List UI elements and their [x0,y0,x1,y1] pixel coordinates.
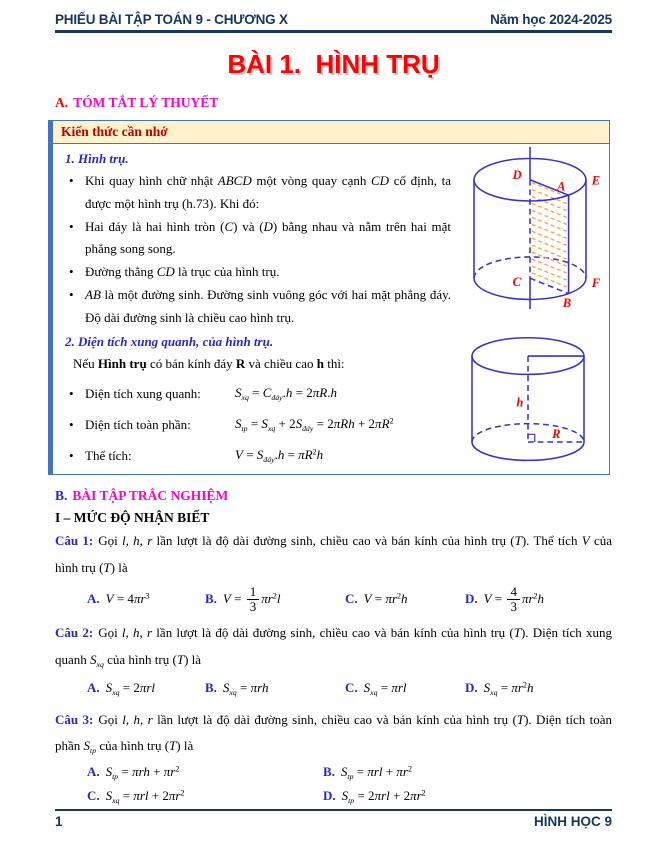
fig2-label-h: h [516,395,524,410]
theory-bullet: • AB là một đường sinh. Đường sinh vuông góc với hai mặt phẳng đáy. Độ dài đường sinh là chiều cao hình trụ. [69,284,451,330]
section-b-title: BÀI TẬP TRẮC NGHIỆM [72,488,229,503]
section-a-label: A. [55,95,69,110]
theory-bullet: • Đường thẳng CD là trục của hình trụ. [69,261,451,284]
theory-part1-heading: 1. Hình trụ. [65,151,129,166]
question-2-option-d: D. $S_{xq} = \pi r^2h$ [465,680,534,698]
question-3-label: Câu 3: [55,711,94,727]
bullet-dot-icon: • [69,173,74,188]
formula-volume: $V = S_{đáy}.h = \pi R^2h$ [235,447,324,465]
question-1-options [87,582,612,616]
cylinder-figure-h73 [454,145,606,311]
footer-page-number: 1 [55,814,63,829]
theory-part2-intro: Nếu Hình trụ có bán kính đáy R và chiều cao h thì: [73,356,345,372]
section-a-heading [55,95,612,111]
bullet-dot-icon: • [69,218,74,234]
fig1-label-f: F [591,275,601,290]
fig1-label-a: A [557,179,566,194]
footer-right-text: HÌNH HỌC 9 [533,814,612,829]
question-1-option-b: B. V = $\frac{1}{3}$ $\pi r^2l$ [205,584,281,614]
page-header [55,0,612,33]
question-1-text: Câu 1: Gọi l, h, r lần lượt là độ dài đường sinh, chiều cao và bán kính của hình trụ (T). Thể tích V của hình trụ (T) là [55,533,613,575]
question-3-option-d: D. $S_{tp} = 2\pi rl + 2\pi r^2$ [323,787,426,806]
question-3-options [87,764,612,805]
section-a-title: TÓM TẮT LÝ THUYẾT [73,95,219,110]
theory-box [48,120,610,475]
question-2-text: Câu 2: Gọi l, h, r lần lượt là độ dài đường sinh, chiều cao và bán kính của hình trụ (T). Diện tích xung quanh $S_{xq}$ của hình trụ (T) là [55,625,613,670]
formula-label: Diện tích xung quanh: [85,385,201,401]
theory-bullet: • Khi quay hình chữ nhật ABCD một vòng quay cạnh CD cố định, ta được một hình trụ (h.73). Khi đó: [69,170,451,216]
question-3-option-b: B. $S_{tp} = \pi rl + \pi r^2$ [323,763,412,781]
theory-part1-bullets [69,170,451,329]
theory-bullet: • Hai đáy là hai hình tròn (C) và (D) bằng nhau và nằm trên hai mặt phẳng song song. [69,216,451,262]
question-1-option-c: C. $V = \pi r^2h$ [345,591,408,607]
header-right-text: Năm học 2024-2025 [490,12,612,27]
theory-box-header: Kiến thức cần nhớ [53,121,609,144]
question-1-label: Câu 1: [55,533,94,548]
formula-row-sxq [69,379,451,409]
fig1-label-e: E [591,173,601,188]
bullet-dot-icon: • [69,416,74,432]
cylinder-figure-rh [453,330,603,470]
header-left-text: PHIẾU BÀI TẬP TOÁN 9 - CHƯƠNG X [55,12,288,27]
theory-box-body [53,144,609,474]
formula-row-volume [69,441,451,471]
bullet-dot-icon: • [69,264,74,279]
question-3-option-c: C. $S_{xq} = \pi rl + 2\pi r^2$ [87,787,185,806]
bullet-dot-icon: • [69,286,74,302]
bullet-dot-icon: • [69,447,74,463]
question-3 [55,707,612,806]
question-1 [55,528,612,616]
formula-sxq: $S_{xq} = C_{đáy}.h = 2\pi R.h$ [235,385,337,403]
question-1-option-d: D. V = $\frac{4}{3}$ $\pi r^2h$ [465,584,545,614]
question-2-options [87,675,612,703]
formula-label: Thể tích: [85,447,132,463]
question-3-text: Câu 3: Gọi l, h, r lần lượt là độ dài đường sinh, chiều cao và bán kính của hình trụ (T). Diện tích toàn phần $S_{tp}$ của hình trụ (T) là [55,711,612,756]
section-b-label: B. [55,488,68,503]
question-2-label: Câu 2: [55,625,94,641]
theory-text-column [63,151,451,471]
question-2-option-b: B. $S_{xq} = \pi rh$ [205,680,269,698]
fig1-label-c: C [512,274,521,289]
formula-stp: $S_{tp} = S_{xq} + 2S_{đáy} = 2\pi Rh + 2\pi R^2$ [235,416,394,434]
page-footer [55,809,612,829]
fig2-label-r: R [552,427,561,442]
formula-label: Diện tích toàn phần: [85,416,191,432]
lesson-title: BÀI 1. HÌNH TRỤ [227,49,440,79]
question-1-option-a: A. $V = 4\pi r^3$ [87,591,150,607]
formula-row-stp [69,410,451,440]
fig1-label-d: D [512,167,522,182]
question-3-option-a: A. $S_{tp} = \pi rh + \pi r^2$ [87,763,180,781]
fig1-label-b: B [562,296,572,311]
bullet-dot-icon: • [69,385,74,401]
level-heading: I – MỨC ĐỘ NHẬN BIẾT [55,510,210,525]
question-2-option-c: C. $S_{xq} = \pi rl$ [345,680,407,698]
question-2 [55,620,612,702]
theory-part2-heading: 2. Diện tích xung quanh, của hình trụ. [65,334,274,350]
section-b-heading [55,488,612,504]
question-2-option-a: A. $S_{xq} = 2\pi rl$ [87,680,156,698]
